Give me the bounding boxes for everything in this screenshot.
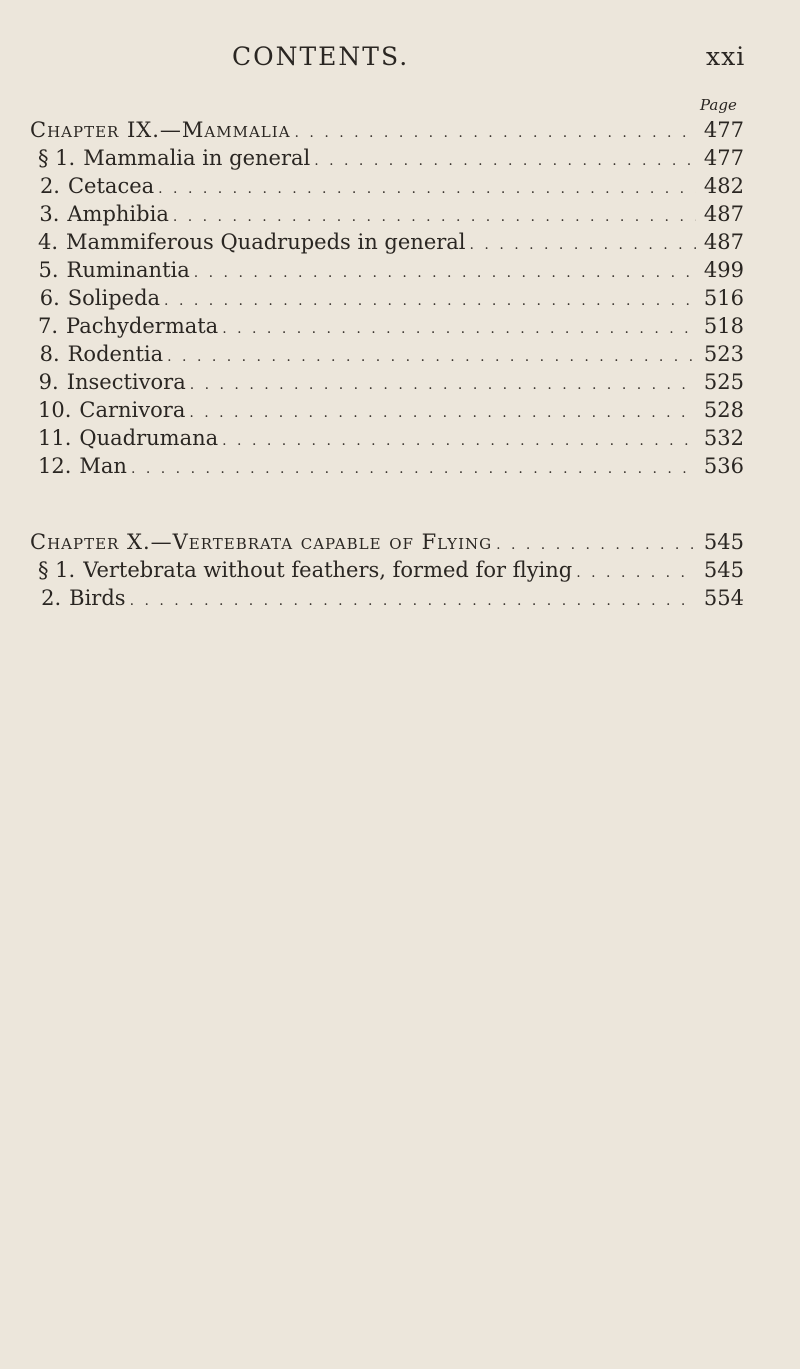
dot-leader bbox=[190, 377, 696, 393]
section-page: 525 bbox=[703, 370, 744, 394]
section-number: 4. bbox=[38, 230, 59, 254]
section-title: Insectivora bbox=[66, 370, 186, 394]
dot-leader bbox=[194, 265, 696, 281]
section-number: 12. bbox=[38, 454, 72, 478]
section-title: Quadrumana bbox=[79, 426, 219, 450]
section-number: 3. bbox=[39, 202, 60, 226]
section-title: Ruminantia bbox=[66, 258, 190, 282]
section-page: 482 bbox=[703, 174, 744, 198]
section-number: 5. bbox=[38, 258, 59, 282]
dot-leader bbox=[164, 293, 696, 309]
section-page: 554 bbox=[703, 586, 744, 610]
section-title: Mammalia in general bbox=[83, 146, 311, 170]
chapter-page: 477 bbox=[703, 118, 744, 142]
toc-entry bbox=[38, 286, 744, 312]
dot-leader bbox=[173, 209, 696, 225]
section-title: Man bbox=[79, 454, 127, 478]
dot-leader bbox=[222, 321, 696, 337]
toc-entry bbox=[38, 398, 744, 424]
toc-entry bbox=[38, 146, 744, 172]
section-page: 532 bbox=[703, 426, 744, 450]
toc-entry bbox=[38, 258, 744, 284]
toc-entry bbox=[38, 174, 744, 200]
toc-entry bbox=[38, 370, 744, 396]
section-number: 11. bbox=[38, 426, 72, 450]
chapter-title: Chapter X.—Vertebrata capable of Flying bbox=[30, 530, 493, 554]
section-title: Solipeda bbox=[67, 286, 161, 310]
chapter-heading bbox=[30, 118, 744, 144]
section-title: Rodentia bbox=[67, 342, 164, 366]
chapter-title: Chapter IX.—Mammalia bbox=[30, 118, 291, 142]
section-number: 6. bbox=[39, 286, 60, 310]
section-page: 536 bbox=[703, 454, 744, 478]
dot-leader bbox=[189, 405, 696, 421]
section-title: Carnivora bbox=[79, 398, 186, 422]
dot-leader bbox=[496, 537, 696, 553]
section-number: 2. bbox=[41, 586, 62, 610]
section-page: 487 bbox=[703, 230, 744, 254]
section-title: Pachydermata bbox=[66, 314, 219, 338]
section-page: 545 bbox=[703, 558, 744, 582]
section-page: 523 bbox=[703, 342, 744, 366]
dot-leader bbox=[167, 349, 696, 365]
dot-leader bbox=[131, 461, 696, 477]
section-number: § 1. bbox=[38, 146, 76, 170]
dot-leader bbox=[295, 125, 696, 141]
toc-entry bbox=[38, 558, 744, 584]
section-number: 7. bbox=[38, 314, 59, 338]
section-number: 8. bbox=[39, 342, 60, 366]
section-title: Mammiferous Quadrupeds in general bbox=[66, 230, 466, 254]
section-page: 477 bbox=[703, 146, 744, 170]
section-page: 499 bbox=[703, 258, 744, 282]
toc-entry bbox=[38, 342, 744, 368]
dot-leader bbox=[158, 181, 696, 197]
section-number: 10. bbox=[38, 398, 72, 422]
running-head bbox=[0, 42, 800, 82]
dot-leader bbox=[576, 565, 696, 581]
page-column-label: Page bbox=[700, 96, 737, 114]
section-title: Birds bbox=[69, 586, 126, 610]
dot-leader bbox=[470, 237, 696, 253]
toc-entry bbox=[38, 426, 744, 452]
section-title: Cetacea bbox=[67, 174, 155, 198]
section-title: Vertebrata without feathers, formed for flying bbox=[83, 558, 573, 582]
toc-entry bbox=[38, 454, 744, 480]
toc-entry bbox=[38, 202, 744, 228]
toc-entry bbox=[38, 230, 744, 256]
section-number: § 1. bbox=[38, 558, 76, 582]
section-page: 487 bbox=[703, 202, 744, 226]
section-page: 528 bbox=[703, 398, 744, 422]
dot-leader bbox=[130, 593, 696, 609]
page-number: xxi bbox=[706, 42, 746, 71]
section-number: 9. bbox=[38, 370, 59, 394]
section-number: 2. bbox=[39, 174, 60, 198]
chapter-heading bbox=[30, 530, 744, 556]
chapter-page: 545 bbox=[703, 530, 744, 554]
toc-entry bbox=[38, 586, 744, 612]
dot-leader bbox=[222, 433, 696, 449]
section-title: Amphibia bbox=[67, 202, 169, 226]
section-page: 516 bbox=[703, 286, 744, 310]
section-page: 518 bbox=[703, 314, 744, 338]
running-title: CONTENTS. bbox=[232, 42, 410, 71]
toc-entry bbox=[38, 314, 744, 340]
dot-leader bbox=[314, 153, 696, 169]
